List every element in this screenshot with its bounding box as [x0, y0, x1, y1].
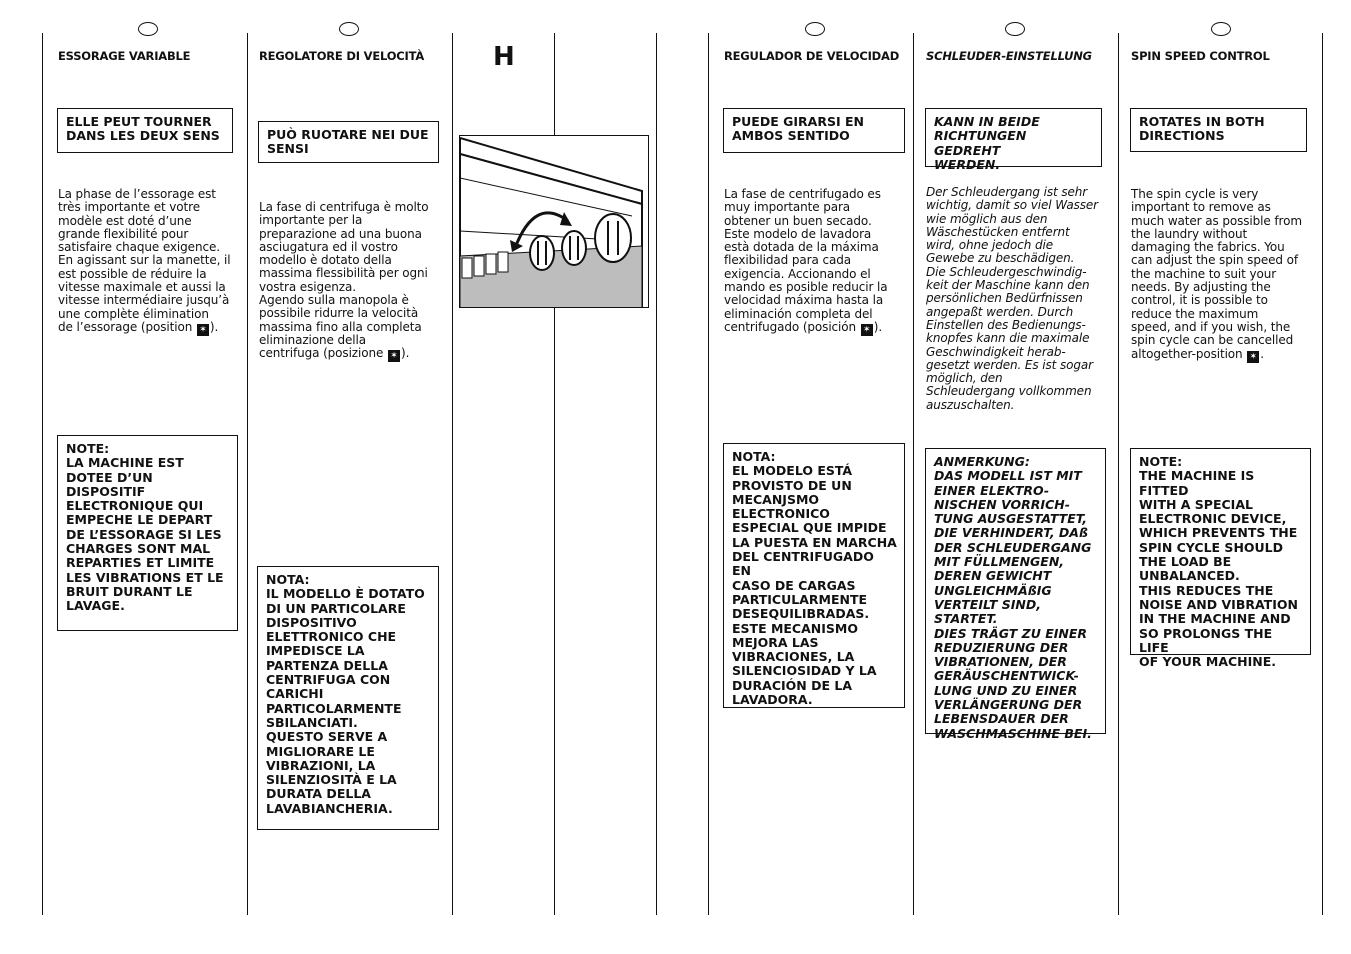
body-text-de: Der Schleudergang ist sehr wichtig, damit so viel Wasser wie möglich aus den Wäschestücken entfernt wird, ohne jedoch die Gewebe zu beschädigen. Die Schleudergeschwindig- keit der Maschine kann den persönlichen Bedürfnissen angepaßt werden. Durch Einstellen des Bedienungs- knopfes kann die maximale Geschwindigkeit herab- gesetzt werden. Es ist sogar möglich, den Schleudergang vollkommen auszuschalten. — [926, 185, 1099, 412]
note-box-es: NOTA: EL MODELO ESTÁ PROVISTO DE UN MECANJSMO ELECTRONICO ESPECIAL QUE IMPIDE LA PUESTA EN MARCHA DEL CENTRIFUGADO EN CASO DE CARGAS PARTICULARMENTE DESEQUILIBRADAS. ESTE MECANISMO MEJORA LAS VIBRACIONES, LA SILENCIOSIDAD Y LA DURACIÓN DE LA LAVADORA. — [723, 443, 905, 708]
direction-box-es: PUEDE GIRARSI EN AMBOS SENTIDO — [723, 108, 905, 153]
heading-it: REGOLATORE DI VELOCITÀ — [259, 49, 425, 63]
body-text-es: La fase de centrifugado es muy importante para obtener un buen secado. Este modelo de lavadora està dotada de la máxima flexibilidad para cada exigencia. Accionando el mando es posible reducir la velocidad máxima hasta la eliminación completa del centrifugado (posición ✶ ). — [724, 187, 888, 335]
heading-en: SPIN SPEED CONTROL — [1131, 49, 1270, 63]
note-box-fr: NOTE: LA MACHINE EST DOTEE D’UN DISPOSITIF ELECTRONIQUE QUI EMPECHE LE DEPART DE L’ESSORAGE SI LES CHARGES SONT MAL REPARTIES ET LIMITE LES VIBRATIONS ET LE BRUIT DURANT LE LAVAGE. — [57, 435, 238, 631]
column-divider — [913, 33, 914, 915]
direction-box-it: PUÒ RUOTARE NEI DUE SENSI — [258, 121, 439, 163]
body-text-en: The spin cycle is very important to remove as much water as possible from the laundry without damaging the fabrics. You can adjust the spin speed of the machine to suit your needs. By adjusting the control, it is possible to reduce the maximum speed, and if you wish, the spin cycle can be cancelled altogether-position ✶ . — [1131, 187, 1302, 362]
column-divider — [452, 33, 453, 915]
column-divider — [708, 33, 709, 915]
column-divider — [656, 33, 657, 915]
heading-de: SCHLEUDER-EINSTELLUNG — [926, 49, 1092, 63]
section-letter: H — [493, 42, 515, 72]
language-marker — [1005, 22, 1025, 36]
heading-es: REGULADOR DE VELOCIDAD — [724, 49, 900, 63]
language-marker — [138, 22, 158, 36]
direction-box-fr: ELLE PEUT TOURNER DANS LES DEUX SENS — [57, 108, 233, 153]
note-box-de: ANMERKUNG: DAS MODELL IST MIT EINER ELEKTRO- NISCHEN VORRICH- TUNG AUSGESTATTET, DIE VERHINDERT, DAß DER SCHLEUDERGANG MIT FÜLLMENGEN, DEREN GEWICHT UNGLEICHMÄßIG VERTEILT SIND, STARTET. DIES TRÄGT ZU EINER REDUZIERUNG DER VIBRATIONEN, DER GERÄUSCHENTWICK- LUNG UND ZU EINER VERLÄNGERUNG DER LEBENSDAUER DER WASCHMASCHINE BEI. — [925, 448, 1106, 734]
heading-fr: ESSORAGE VARIABLE — [58, 49, 191, 63]
direction-box-de: KANN IN BEIDE RICHTUNGEN GEDREHT WERDEN. — [925, 108, 1102, 167]
language-marker — [339, 22, 359, 36]
language-marker — [805, 22, 825, 36]
note-box-en: NOTE: THE MACHINE IS FITTED WITH A SPECIAL ELECTRONIC DEVICE, WHICH PREVENTS THE SPIN CYCLE SHOULD THE LOAD BE UNBALANCED. THIS REDUCES THE NOISE AND VIBRATION IN THE MACHINE AND SO PROLONGS THE LIFE OF YOUR MACHINE. — [1130, 448, 1311, 655]
spin-position-icon: ✶ — [861, 324, 873, 336]
spin-position-icon: ✶ — [388, 350, 400, 362]
spin-position-icon: ✶ — [197, 324, 209, 336]
column-divider — [247, 33, 248, 915]
column-divider — [42, 33, 43, 915]
spin-position-icon: ✶ — [1247, 351, 1259, 363]
direction-box-en: ROTATES IN BOTH DIRECTIONS — [1130, 108, 1307, 152]
body-text-it: La fase di centrifuga è molto importante per la preparazione ad una buona asciugatura ed il vostro modello è dotato della massima flessibilità per ogni vostra esigenza. Agendo sulla manopola è possibile ridurre la velocità massima fino alla completa eliminazione della centrifuga (posizione ✶ ). — [259, 200, 429, 362]
note-box-it: NOTA: IL MODELLO È DOTATO DI UN PARTICOLARE DISPOSITIVO ELETTRONICO CHE IMPEDISCE LA PARTENZA DELLA CENTRIFUGA CON CARICHI PARTICOLARMENTE SBILANCIATI. QUESTO SERVE A MIGLIORARE LE VIBRAZIONI, LA SILENZIOSITÀ E LA DURATA DELLA LAVABIANCHERIA. — [257, 566, 439, 830]
column-divider — [1322, 33, 1323, 915]
language-marker — [1211, 22, 1231, 36]
column-divider — [1118, 33, 1119, 915]
spin-control-illustration — [459, 135, 649, 308]
body-text-fr: La phase de l’essorage est très importante et votre modèle est doté d’une grande flexibilité pour satisfaire chaque exigence. En agissant sur la manette, il est possible de réduire la vitesse maximale et aussi la vitesse intermédiaire jusqu’à une complète élimination de l’essorage (position ✶ ). — [58, 187, 231, 335]
